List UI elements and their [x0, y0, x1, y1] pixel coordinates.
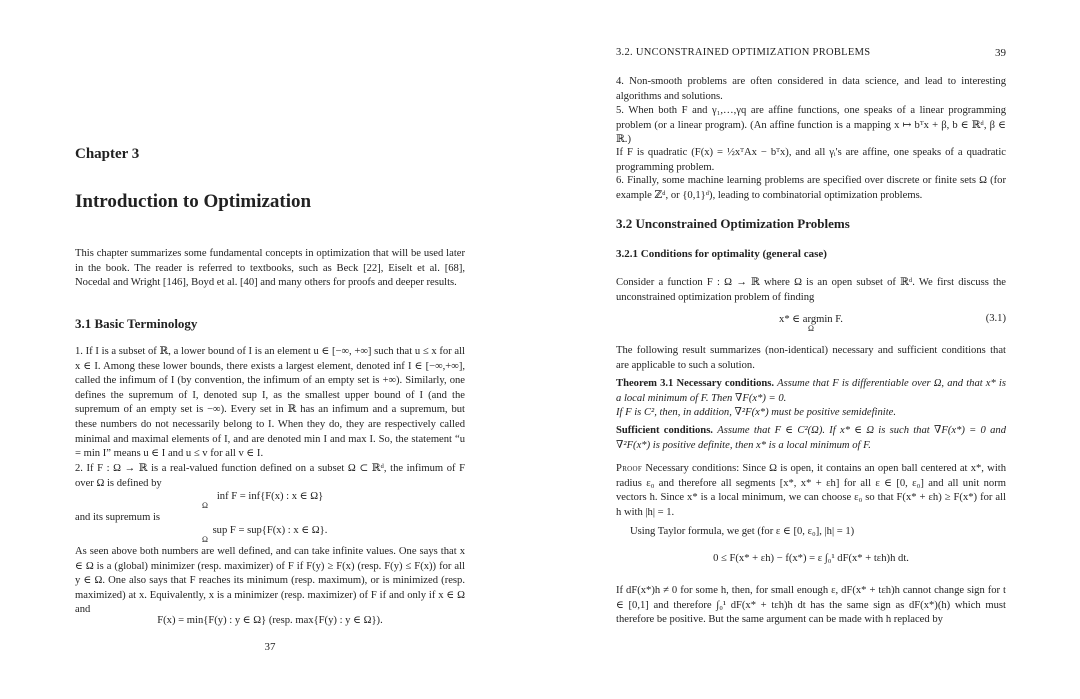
paragraph-2: 2. If F : Ω → ℝ is a real-valued function defined on a subset Ω ⊂ ℝᵈ, the infimum of F over Ω is defined by — [75, 463, 465, 489]
paragraph-5: 5. When both F and γ₁,…,γq are affine functions, one speaks of a linear programming problem (or a linear program). (An affine function is a mapping x ↦ bᵀx + β, b ∈ ℝᵈ, β ∈ ℝ.) — [616, 105, 1006, 146]
paragraph-8: The following result summarizes (non-identical) necessary and sufficient conditions that are applicable to such a solution. — [616, 345, 1006, 371]
equation-infimum-text: inf F = inf{F(x) : x ∈ Ω} — [216, 491, 324, 502]
equation-3-1 — [616, 313, 1006, 333]
proof-label: Proof — [616, 463, 643, 474]
sufficient-conditions — [616, 424, 1006, 453]
running-head: 3.2. UNCONSTRAINED OPTIMIZATION PROBLEMS — [616, 47, 871, 58]
proof-paragraph — [616, 462, 1006, 520]
sufficient-body: Assume that F ∈ C²(Ω). If x* ∈ Ω is such that ∇F(x*) = 0 and ∇²F(x*) is positive definite, then x* is a local minimum of F. — [616, 425, 1006, 451]
subsection-heading-3-2-1: 3.2.1 Conditions for optimality (general case) — [616, 248, 827, 260]
paragraph-5-quadratic: If F is quadratic (F(x) = ½xᵀAx − bᵀx), and all γᵢ's are affine, one speaks of a quadratic programming problem. — [616, 147, 1006, 173]
sufficient-heading: Sufficient conditions. — [616, 425, 713, 436]
paragraph-6: 6. Finally, some machine learning problems are specified over discrete or finite sets Ω (for example ℤᵈ, or {0,1}ᵈ), leading to combinatorial optimization problems. — [616, 175, 1006, 201]
equation-supremum — [75, 524, 465, 544]
equation-argmin-text: x* ∈ argmin F. — [779, 314, 843, 325]
paragraph-9: If dF(x*)h ≠ 0 for some h, then, for small enough ε, dF(x* + tεh)h cannot change sign for t ∈ [0,1] and therefore ∫₀¹ dF(x* + tεh)h dt has the same sign as dF(x*)(h) which must therefore be positive. But the same argument can be made with h replaced by — [616, 585, 1006, 626]
section-heading-3-1: 3.1 Basic Terminology — [75, 316, 198, 331]
supremum-intro: and its supremum is — [75, 512, 161, 523]
paragraph-4: 4. Non-smooth problems are often considered in data science, and lead to interesting algorithms and solutions. — [616, 76, 1006, 102]
page-number-left: 37 — [264, 641, 276, 653]
taylor-intro: Using Taylor formula, we get (for ε ∈ [0, ε₀], |h| = 1) — [630, 526, 855, 537]
paragraph-7: Consider a function F : Ω → ℝ where Ω is an open subset of ℝᵈ. We first discuss the unconstrained optimization problem of finding — [616, 277, 1006, 303]
intro-paragraph: This chapter summarizes some fundamental concepts in optimization that will be used later in the book. The reader is referred to textbooks, such as Beck [22], Eiselt et al. [68], Nocedal and Wright [146], Boyd et al. [40] and many others for proofs and deeper results. — [75, 248, 465, 289]
chapter-label: Chapter 3 — [75, 146, 140, 162]
theorem-3-1 — [616, 377, 1006, 406]
theorem-heading: Theorem 3.1 Necessary conditions. — [616, 378, 775, 389]
theorem-3-1-c2 — [616, 406, 1006, 421]
equation-taylor: 0 ≤ F(x* + εh) − f(x*) = ε ∫₀¹ dF(x* + tεh)h dt. — [713, 553, 909, 564]
right-page — [540, 0, 1080, 699]
section-heading-3-2: 3.2 Unconstrained Optimization Problems — [616, 216, 850, 231]
equation-infimum — [75, 490, 465, 510]
equation-minimum: F(x) = min{F(y) : y ∈ Ω} (resp. max{F(y) : y ∈ Ω}). — [157, 615, 383, 626]
equation-supremum-subscript: Ω — [202, 535, 208, 544]
equation-argmin-subscript: Ω — [808, 324, 814, 333]
equation-number: (3.1) — [985, 313, 1006, 324]
proof-body: Necessary conditions: Since Ω is open, it contains an open ball centered at x*, with radius ε₀ and therefore all segments [x*, x* + εh] for all ε ∈ [0, ε₀] and all unit norm vectors h. Since x* is a local minimum, we can choose ε₀ so that F(x* + εh) ≥ F(x*) for all h with |h| = 1. — [616, 463, 1006, 518]
theorem-body: Assume that F is differentiable over Ω, and that x* is a local minimum of F. Then ∇F(x*) = 0. — [616, 378, 1006, 404]
paragraph-3: As seen above both numbers are well defined, and can take infinite values. One says that x ∈ Ω is a (global) minimizer (resp. maximizer) of F if F(y) ≥ F(x) (resp. F(y) ≤ F(x)) for all y ∈ Ω. One also says that F reaches its minimum (resp. maximum), or is minimized (resp. maximized) at x. Equivalently, x is a minimizer (resp. maximizer) of F if and only if x ∈ Ω and — [75, 546, 465, 616]
theorem-body-c2: If F is C², then, in addition, ∇²F(x*) must be positive semidefinite. — [616, 407, 897, 418]
paragraph-1: 1. If I is a subset of ℝ, a lower bound of I is an element u ∈ [−∞, +∞] such that u ≤ x for all x ∈ I. Among these lower bounds, there exists a largest element, denoted inf I ∈ [−∞,+∞], called the infimum of I (by convention, the infimum of an empty set is +∞). Similarly, one defines the supremum of I, denoted sup I, as the smallest upper bound of I (and the supremum of an empty set is −∞). Every set in ℝ has an infimum and a supremum, but these numbers do not necessarily belong to I. When they do, they are respectively called minimal and maximal elements of I, and are denoted min I and max I. So, the statement “u = min I” means u ∈ I and u ≤ v for all v ∈ I. — [75, 346, 465, 460]
equation-infimum-subscript: Ω — [202, 501, 208, 510]
chapter-title: Introduction to Optimization — [75, 191, 312, 212]
equation-supremum-text: sup F = sup{F(x) : x ∈ Ω}. — [212, 525, 328, 536]
page-number-right: 39 — [995, 47, 1006, 59]
